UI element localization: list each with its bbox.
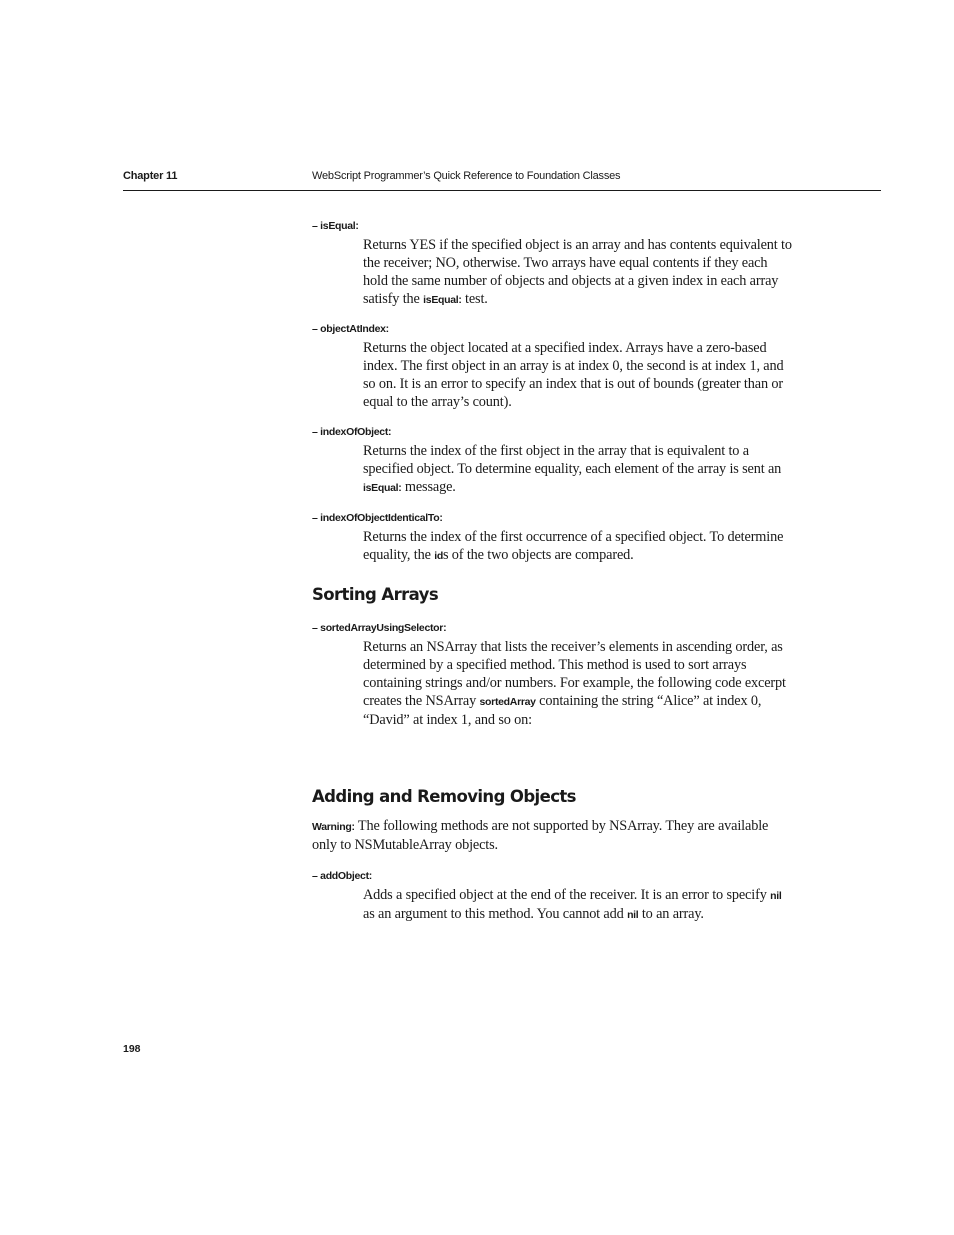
description-text: Returns the index of the first occurrence of a specified object. To determine equality, the <box>363 529 784 563</box>
inline-code: isEqual: <box>363 482 402 494</box>
entry-sortedarrayusingselector <box>312 622 792 729</box>
description-text: Returns the index of the first object in the array that is equivalent to a specified object. To determine equality, each element of the array is sent an <box>363 443 782 477</box>
entry-indexofobject <box>312 426 792 497</box>
method-description <box>312 638 792 729</box>
warning-note <box>312 817 792 854</box>
description-text: s of the two objects are compared. <box>442 547 634 563</box>
inline-code: nil <box>627 909 639 921</box>
entry-isequal <box>312 220 792 309</box>
method-name: – isEqual: <box>312 220 359 232</box>
method-name: – indexOfObjectIdenticalTo: <box>312 512 443 524</box>
description-text: Adds a specified object at the end of the receiver. It is an error to specify <box>363 887 771 903</box>
method-description <box>312 442 792 497</box>
section-heading: Adding and Removing Objects <box>312 787 576 806</box>
description-text: Returns YES if the specified object is an array and has contents equivalent to the receiver; NO, otherwise. Two arrays have equal contents if they each hold the same number of objects and objects at a given index in each array satisfy the <box>363 237 792 307</box>
method-description <box>312 236 792 309</box>
description-text: as an argument to this method. You cannot add <box>363 906 628 922</box>
inline-code: nil <box>770 890 782 902</box>
method-name: – objectAtIndex: <box>312 323 389 335</box>
description-text: containing the string “Alice” at index 0, “David” at index 1, and so on: <box>363 693 762 728</box>
inline-code: isEqual: <box>423 294 462 306</box>
running-header-title: WebScript Programmer’s Quick Reference to Foundation Classes <box>312 170 621 182</box>
inline-code: sortedArray <box>479 696 536 708</box>
warning-paragraph <box>312 817 792 854</box>
entry-indexofobjectidenticalto <box>312 512 792 565</box>
header-rule <box>123 190 881 191</box>
method-name: – addObject: <box>312 870 372 882</box>
method-name: – indexOfObject: <box>312 426 392 438</box>
description-text: to an array. <box>638 906 704 922</box>
entry-addobject <box>312 870 792 924</box>
method-description <box>312 528 792 565</box>
entry-objectatindex <box>312 323 792 411</box>
description-text: message. <box>401 479 456 495</box>
warning-text: The following methods are not supported by NSArray. They are available only to NSMutableArray objects. <box>312 818 769 853</box>
warning-label: Warning: <box>312 821 355 833</box>
description-text: test. <box>461 291 488 307</box>
inline-code: id <box>434 550 443 562</box>
description-text: Returns an NSArray that lists the receiver’s elements in ascending order, as determined by a specified method. This method is used to sort arrays containing strings and/or numbers. For example, the following code excerpt creates the NSArray <box>363 639 786 709</box>
section-adding-removing <box>312 787 792 806</box>
page-number: 198 <box>123 1043 141 1055</box>
chapter-label: Chapter 11 <box>123 170 178 182</box>
method-description: Returns the object located at a specified index. Arrays have a zero-based index. The first object in an array is at index 0, the second is at index 1, and so on. It is an error to specify an index that is out of bounds (greater than or equal to the array’s count). <box>363 340 784 410</box>
method-name: – sortedArrayUsingSelector: <box>312 622 447 634</box>
section-heading: Sorting Arrays <box>312 585 439 604</box>
section-sorting-arrays <box>312 585 792 604</box>
method-description <box>312 886 792 924</box>
